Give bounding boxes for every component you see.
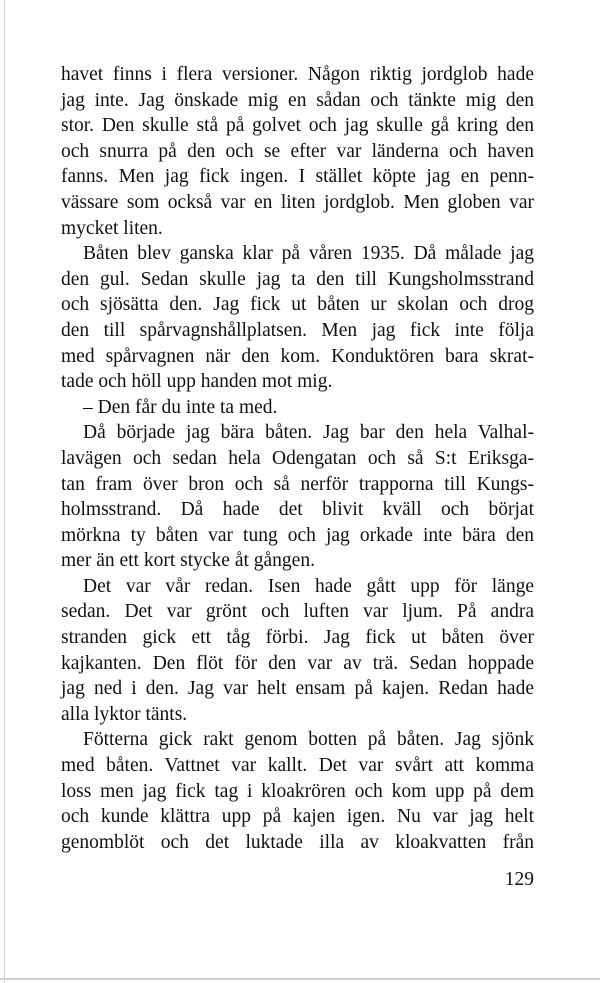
text-line: fanns. Men jag fick ingen. I stället köpte jag en penn- xyxy=(61,166,534,188)
text-line: tade och höll upp handen mot mig. xyxy=(61,371,333,393)
text-line: genomblöt och det luktade illa av kloakvatten från xyxy=(61,831,534,853)
text-line: den till spårvagnshållplatsen. Men jag fick inte följa xyxy=(61,319,534,341)
text-line: stranden gick ett tåg förbi. Jag fick ut båten över xyxy=(61,627,534,649)
text-line: mörkna ty båten var tung och jag orkade inte bära den xyxy=(61,524,534,546)
text-line: med båten. Vattnet var kallt. Det var svårt att komma xyxy=(61,755,534,777)
page-edge-left xyxy=(4,0,5,983)
text-line: tan fram över bron och så nerför trapporna till Kungs- xyxy=(61,473,534,495)
text-line: Då började jag bära båten. Jag bar den hela Valhal- xyxy=(83,422,534,444)
text-line: havet finns i flera versioner. Någon riktig jordglob hade xyxy=(61,64,534,85)
text-line: jag inte. Jag önskade mig en sådan och tänkte mig den xyxy=(61,89,534,111)
text-line: med spårvagnen när den kom. Konduktören bara skrat- xyxy=(61,345,534,367)
text-line: vässare som också var en liten jordglob. Men globen var xyxy=(61,191,534,213)
page-number: 129 xyxy=(504,869,534,890)
text-line: loss men jag fick tag i kloakrören och kom upp på dem xyxy=(61,780,534,802)
text-line: Fötterna gick rakt genom botten på båten. Jag sjönk xyxy=(83,729,534,751)
text-line: stor. Den skulle stå på golvet och jag skulle gå kring den xyxy=(61,115,534,137)
text-line: Båten blev ganska klar på våren 1935. Då målade jag xyxy=(83,243,534,265)
text-line: den gul. Sedan skulle jag ta den till Kungsholmsstrand xyxy=(61,268,534,290)
body-text xyxy=(61,62,534,855)
text-line: sedan. Det var grönt och luften var ljum. På andra xyxy=(61,601,534,623)
text-line: – Den får du inte ta med. xyxy=(83,396,278,418)
text-line: mycket liten. xyxy=(61,217,163,239)
page-edge-bottom xyxy=(0,978,600,980)
text-line: och snurra på den och se efter var länderna och haven xyxy=(61,140,534,162)
text-line: Det var vår redan. Isen hade gått upp för länge xyxy=(83,575,534,597)
text-line: mer än ett kort stycke åt gången. xyxy=(61,550,315,572)
text-line: jag ned i den. Jag var helt ensam på kajen. Redan hade xyxy=(61,678,534,700)
text-line: och sjösätta den. Jag fick ut båten ur skolan och drog xyxy=(61,294,534,316)
text-line: kajkanten. Den flöt för den var av trä. Sedan hoppade xyxy=(61,652,534,674)
text-line: och kunde klättra upp på kajen igen. Nu var jag helt xyxy=(61,806,534,828)
text-line: lavägen och sedan hela Odengatan och så S:t Eriksga- xyxy=(61,447,534,469)
text-line: alla lyktor tänts. xyxy=(61,703,188,725)
text-line: holmsstrand. Då hade det blivit kväll och börjat xyxy=(61,499,534,521)
